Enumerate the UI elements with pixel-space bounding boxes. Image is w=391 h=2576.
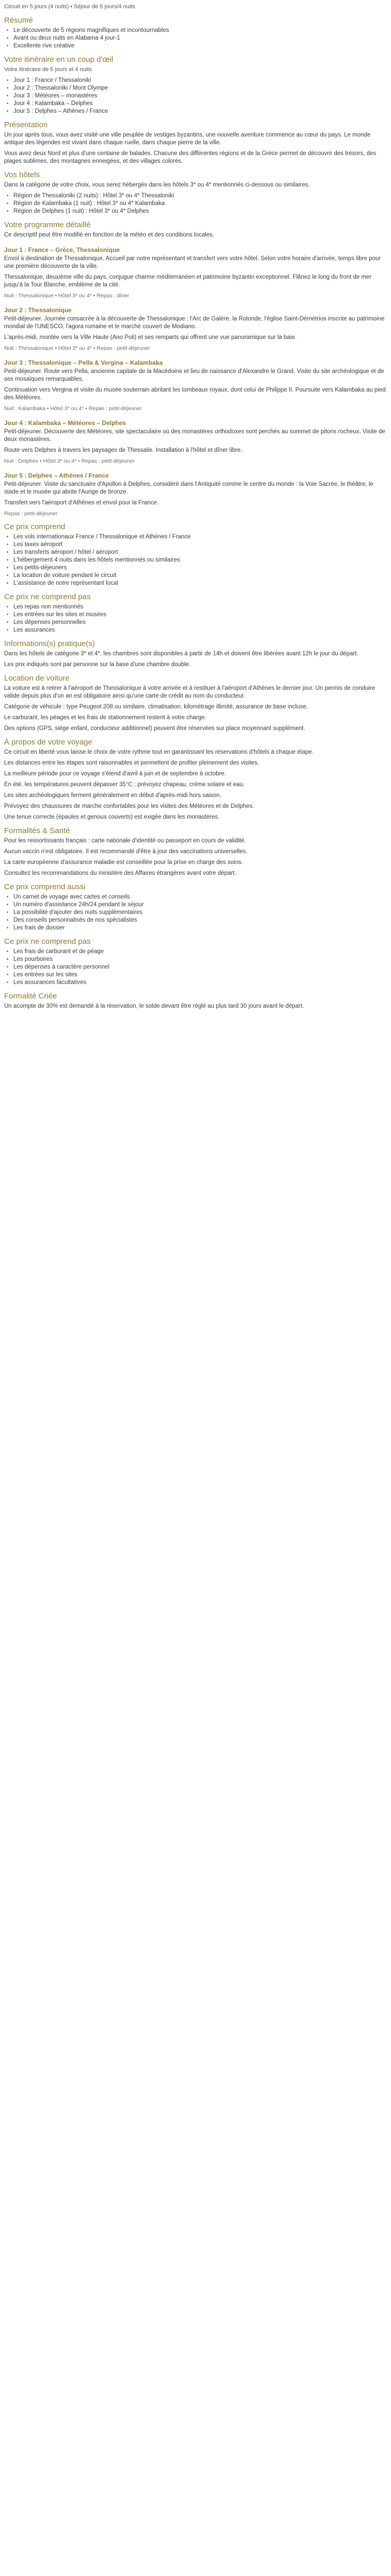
list-item: • Les entrées sur les sites et musées	[13, 611, 387, 619]
day-paragraph: Petit-déjeuner. Découverte des Météores, site spectaculaire où des monastères orthodoxes sont perchés au sommet de pitons rocheux. Visite de deux monastères.	[4, 429, 385, 443]
list-item: • Les assurances facultatives	[13, 979, 387, 987]
apropos-paragraph: Une tenue correcte (épaules et genoux couverts) est exigée dans les monastères.	[4, 814, 220, 820]
location-paragraph: Catégorie de véhicule : type Peugeot 208 ou similaire, climatisation, kilométrage illimité, assurance de base incluse.	[4, 704, 308, 710]
list-item: • Les assurances	[13, 626, 387, 634]
list-item: • Jour 5 : Delphes – Athènes / France	[13, 108, 387, 115]
day-meta: Nuit : Kalambaka • Hôtel 3* ou 4* • Repas : petit-déjeuner	[4, 405, 142, 412]
location-paragraph: Le carburant, les péages et les frais de stationnement restent à votre charge.	[4, 715, 206, 721]
page	[0, 0, 391, 1034]
day-paragraph: Envol à destination de Thessalonique. Accueil par notre représentant et transfert vers votre hôtel. Selon votre horaire d'arrivée, temps libre pour une première découverte de la ville.	[4, 256, 381, 269]
section-non-inclus-final: Ce prix ne comprend pas	[4, 937, 91, 946]
day-title: Jour 2 : Thessalonique	[4, 307, 72, 314]
formalites-paragraph: Pour les ressortissants français : carte nationale d'identité ou passeport en cours de validité.	[4, 838, 246, 844]
day-block	[4, 472, 387, 517]
list-item: • Un carnet de voyage avec cartes et conseils	[13, 893, 387, 901]
day-block	[4, 419, 387, 465]
formalites-paragraph: Consultez les recommandations du ministère des Affaires étrangères avant votre départ.	[4, 870, 236, 876]
day-paragraph: L'après-midi, montée vers la Ville Haute (Ano Poli) et ses remparts qui offrent une vue panoramique sur la baie.	[4, 334, 297, 341]
non-inclus-list	[4, 603, 387, 634]
list-item: • Jour 4 : Kalambaka – Delphes	[13, 100, 387, 108]
day-title: Jour 1 : France – Grèce, Thessalonique	[4, 246, 120, 253]
list-item: • Des conseils personnalisés de nos spécialistes	[13, 917, 387, 924]
apropos-paragraph: Les distances entre les étapes sont raisonnables et permettent de profiter pleinement des visites.	[4, 760, 259, 766]
resume-list	[4, 27, 387, 50]
presentation-paragraph: Vous avez deux Nord et plus d'une centaine de balades. Chacune des différentes régions et de la Grèce permet de découvrir des trésors, des plages sublimes, des montagnes enneigées, et des villages colorés.	[4, 150, 377, 164]
section-resume: Résumé	[4, 16, 33, 25]
day-paragraph: Transfert vers l'aéroport d'Athènes et envol pour la France.	[4, 500, 159, 506]
day-paragraph: Continuation vers Vergina et visite du musée souterrain abritant les tombeaux royaux, dont celui de Philippe II. Poursuite vers Kalambaka au pied des Météores.	[4, 387, 386, 401]
formalites-paragraph: Aucun vaccin n'est obligatoire. Il est recommandé d'être à jour des vaccinations universelles.	[4, 849, 248, 855]
day-paragraph: Petit-déjeuner. Visite du sanctuaire d'Apollon à Delphes, considéré dans l'Antiquité comme le centre du monde : la Voie Sacrée, le théâtre, le stade et le musée qui abrite l'Aurige de bronze.	[4, 481, 373, 495]
day-paragraph: Petit-déjeuner. Route vers Pella, ancienne capitale de la Macédoine et lieu de naissance d'Alexandre le Grand. Visite du site archéologique et de ses mosaïques remarquables.	[4, 368, 384, 382]
section-location: Location de voiture	[4, 674, 70, 683]
non-inclus-final-list	[4, 948, 387, 987]
list-item: • Les dépenses à caractère personnel	[13, 963, 387, 971]
intro-line-1: Circuit en 5 jours (4 nuits) • Séjour de 5 jours/4 nuits	[4, 4, 135, 10]
section-aussi: Ce prix comprend aussi	[4, 883, 86, 891]
section-programme: Votre programme détaillé	[4, 221, 91, 229]
section-hotels: Vos hôtels	[4, 171, 40, 179]
day-meta: Nuit : Thessalonique • Hôtel 3* ou 4* • Repas : dîner	[4, 293, 129, 299]
list-item: • Jour 3 : Météores – monastères	[13, 92, 387, 100]
formalites-paragraph: La carte européenne d'assurance maladie est conseillée pour la prise en charge des soins.	[4, 859, 243, 866]
informations-paragraph: Dans les hôtels de catégorie 3* et 4*, les chambres sont disponibles à partir de 14h et doivent être libérées avant 12h le jour du départ.	[4, 651, 359, 657]
day-title: Jour 4 : Kalambaka – Météores – Delphes	[4, 419, 126, 427]
list-item: • Région de Thessaloniki (2 nuits) : Hôtel 3* ou 4* Thessaloniki	[13, 192, 387, 200]
day-title: Jour 3 : Thessalonique – Pella & Vergina – Kalambaka	[4, 359, 163, 366]
aussi-list	[4, 893, 387, 932]
hotels-list	[4, 192, 387, 215]
list-item: • Les taxes aéroport	[13, 541, 387, 549]
section-itinerary: Votre itinéraire en un coup d'œil	[4, 55, 113, 64]
day-paragraph: Thessalonique, deuxième ville du pays, conjugue charme méditerranéen et patrimoine byzantin exceptionnel. Flânez le long du front de mer jusqu'à la Tour Blanche, emblème de la cité.	[4, 274, 372, 288]
list-item: • Les vols internationaux France / Thessalonique et Athènes / France	[13, 533, 387, 541]
section-formalites: Formalités & Santé	[4, 826, 70, 835]
apropos-paragraph: Les sites archéologiques ferment généralement en début d'après-midi hors saison.	[4, 792, 221, 799]
list-item: • Les entrées sur les sites	[13, 971, 387, 979]
list-item: • Un numéro d'assistance 24h/24 pendant le séjour	[13, 901, 387, 909]
apropos-paragraph: Prévoyez des chaussures de marche confortables pour les visites des Météores et de Delphes.	[4, 803, 254, 809]
section-non-inclus: Ce prix ne comprend pas	[4, 592, 91, 601]
list-item: • Les frais de carburant et de péage	[13, 948, 387, 956]
list-item: • La location de voiture pendant le circuit	[13, 572, 387, 580]
list-item: • Excellente rive créative	[13, 42, 387, 50]
section-paiement: Formalité Criée	[4, 992, 57, 1001]
section-inclus: Ce prix comprend	[4, 522, 66, 531]
inclus-list	[4, 533, 387, 587]
section-apropos: À propos de votre voyage	[4, 738, 92, 747]
footer-spacer	[4, 1013, 387, 1034]
list-item: • Jour 2 : Thessaloniki / Mont Olympe	[13, 84, 387, 92]
list-item: • L'assistance de notre représentant local	[13, 580, 387, 587]
presentation-paragraph: Un jour après tous, vous avez visité une ville peuplée de vestiges byzantins, une nouvelle aventure commence au cœur du pays. Le monde antique des légendes est vivant dans chaque ruelle, dans chaque pierre de la ville.	[4, 132, 371, 146]
day-paragraph: Petit-déjeuner. Journée consacrée à la découverte de Thessalonique : l'Arc de Galère, la Rotonde, l'église Saint-Démétrios inscrite au patrimoine mondial de l'UNESCO, l'agora romaine et le marché couvert de Modiano.	[4, 316, 385, 330]
location-paragraph: Des options (GPS, siège enfant, conducteur additionnel) peuvent être réservées sur place moyennant supplément.	[4, 725, 305, 732]
day-block	[4, 246, 387, 299]
apropos-paragraph: La meilleure période pour ce voyage s'étend d'avril à juin et de septembre à octobre.	[4, 771, 226, 777]
day-meta: Nuit : Delphes • Hôtel 3* ou 4* • Repas : petit-déjeuner	[4, 458, 135, 464]
day-meta: Repas : petit-déjeuner	[4, 511, 58, 517]
list-item: • Les frais de dossier	[13, 924, 387, 932]
apropos-paragraph: Ce circuit en liberté vous laisse le choix de votre rythme tout en garantissant les réservations d'hôtels à chaque étape.	[4, 749, 314, 755]
list-item: • Les transferts aéroport / hôtel / aéroport	[13, 549, 387, 556]
paiement-text: Un acompte de 30% est demandé à la réservation, le solde devant être réglé au plus tard 30 jours avant le départ.	[4, 1003, 304, 1009]
section-informations: Informations(s) pratique(s)	[4, 639, 95, 648]
list-item: • L'hébergement 4 nuits dans les hôtels mentionnés ou similaires	[13, 556, 387, 564]
day-block	[4, 307, 387, 352]
location-paragraph: La voiture est à retirer à l'aéroport de Thessalonique à votre arrivée et à restituer à l'aéroport d'Athènes le dernier jour. Un permis de conduire valide depuis plus d'un an est obligatoire ainsi qu'une carte de crédit au nom du conducteur.	[4, 685, 376, 699]
day-paragraph: Route vers Delphes à travers les paysages de Thessalie. Installation à l'hôtel et dîner libre.	[4, 447, 242, 453]
informations-paragraph: Les prix indiqués sont par personne sur la base d'une chambre double.	[4, 662, 191, 668]
list-item: • Région de Delphes (1 nuit) : Hôtel 3* ou 4* Delphes	[13, 208, 387, 215]
list-item: • Le découverte de 5 régions magnifiques et incontournables	[13, 27, 387, 35]
apropos-paragraph: En été, les températures peuvent dépasser 35°C ; prévoyez chapeau, crème solaire et eau.	[4, 782, 245, 788]
list-item: • Les petits-déjeuners	[13, 564, 387, 572]
day-block	[4, 359, 387, 412]
day-meta: Nuit : Thessalonique • Hôtel 3* ou 4* • Repas : petit-déjeuner	[4, 345, 150, 351]
list-item: • Avant ou deux nuits en Alabama 4 jour-1	[13, 35, 387, 42]
itinerary-list	[4, 77, 387, 115]
programme-intro: Ce descriptif peut être modifié en fonction de la météo et des conditions locales.	[4, 232, 215, 238]
list-item: • Région de Kalambaka (1 nuit) : Hôtel 3* ou 4* Kalambaka	[13, 200, 387, 208]
hotels-text: Dans la catégorie de votre choix, vous serez hébergés dans les hôtels 3* ou 4* mentionnés ci-dessous ou similaires.	[4, 182, 310, 188]
list-item: • Jour 1 : France / Thessaloniki	[13, 77, 387, 84]
list-item: • Les dépenses personnelles	[13, 619, 387, 626]
day-title: Jour 5 : Delphes – Athènes / France	[4, 472, 109, 479]
intro-line-2: Votre itinéraire de 5 jours et 4 nuits	[4, 66, 92, 73]
list-item: • La possibilité d'ajouter des nuits supplémentaires	[13, 909, 387, 917]
list-item: • Les repas non mentionnés	[13, 603, 387, 611]
section-presentation: Présentation	[4, 121, 48, 129]
list-item: • Les pourboires	[13, 956, 387, 963]
